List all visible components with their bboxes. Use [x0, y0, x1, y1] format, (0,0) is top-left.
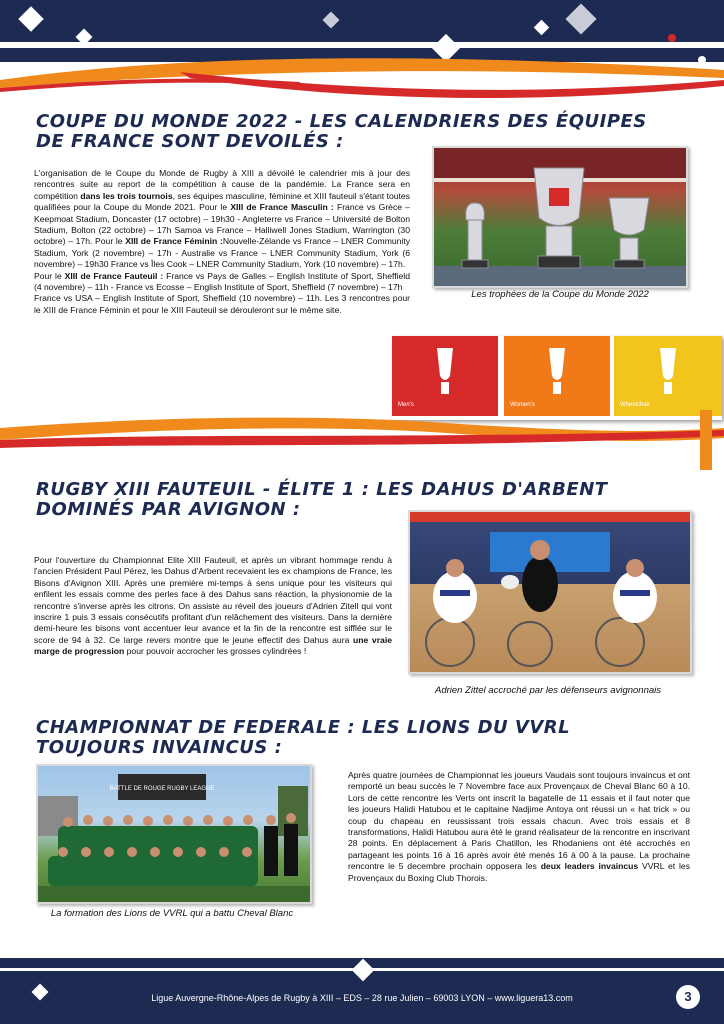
vvrl-team-photo — [36, 764, 312, 904]
trophies-illustration — [434, 148, 686, 286]
article2-body — [34, 555, 392, 658]
womens-logo-card — [504, 336, 610, 416]
section-divider-swoosh — [0, 410, 724, 470]
mens-logo-card — [392, 336, 498, 416]
wheelchair-players-illustration — [410, 512, 690, 672]
footer-address: Ligue Auvergne-Rhône-Alpes de Rugby à XIII – EDS – 28 rue Julien – 69003 LYON – www.liguera13.com — [151, 993, 573, 1003]
article2-title: RUGBY XIII FAUTEUIL - ÉLITE 1 : LES DAHUS D'ARBENT DOMINÉS PAR AVIGNON : — [36, 479, 608, 520]
vvrl-caption: La formation des Lions de VVRL qui a battu Cheval Blanc — [50, 908, 294, 919]
article3-title: CHAMPIONNAT DE FEDERALE : LES LIONS DU VVRL TOUJOURS INVAINCUS : — [36, 717, 571, 758]
trophies-caption: Les trophées de la Coupe du Monde 2022 — [471, 289, 649, 300]
wheelchair-logo-card — [614, 336, 722, 416]
article1-body — [34, 168, 410, 316]
womens-label: Women's — [510, 402, 535, 408]
wheelchair-caption: Adrien Zittel accroché par les défenseurs avignonnais — [434, 685, 661, 696]
wheelchair-label: Wheelchair — [620, 402, 651, 408]
article1-paragraph: Pour le XIII de France Fauteuil : France vs Pays de Galles – English Institute of Sport, Sheffield (4 novembre) – 11h - France vs Ecosse – English Institute of Sport, Sheffield (7 novembre) – 17h — [34, 270, 410, 293]
article1-paragraph: L'organisation de le Coupe du Monde de Rugby à XIII a dévoilé le calendrier mis à jour des rencontres suite au report de la compétition à cause de la pandémie. La France sera en compétition dans les trois tournois, ses équipes masculine, féminine et XIII fauteuil s'étant toutes qualifiées pour la Coupe du Monde 2021. Pour le XIII de France Masculin : France vs Grèce – Keepmoat Stadium, Doncaster (17 octobre) – 19h30 - Angleterre vs France – Université de Bolton Stadium, Bolton (22 octobre) – 17h Samoa vs France – Halliwell Jones Stadium, Warrington (30 octobre) – 17h. Pour le XIII de France Féminin :Nouvelle-Zélande vs France – LNER Community Stadium, York (2 novembre) – 17h - Australie vs France – LNER Community Stadium, York (6 novembre) – 19h30 France vs Îles Cook – LNER Community Stadium, York (10 novembre) – 17h. — [34, 168, 411, 270]
article3-paragraph: Après quatre journées de Championnat les joueurs Vaudais sont toujours invaincus et ont remporté un beau succès le 7 Novembre face aux Provençaux de Cheval Blanc 60 à 10. Lors de cette rencontre les Verts ont inscrit la bagatelle de 11 essais et il faut noter que les joueurs Halidi Hatubou et le capitaine Nadjime Antoya ont réussi un « hat trick » ou coup du chapeau en reussissant trois essais chacun. Avec trois essais et 8 transformations, Halidi Hatubou aura été le grand réalisateur de la rencontre en inscrivant 28 points. En déplacement à Paris Chatillon, les Rhodaniens ont été accrochés en partageant les points 16 à 16 après avoir été menés 16 à 00 à la pause. La prochaine rencontre le 5 decembre prochain opposera les deux leaders invaincus VVRL et les Provençaux du Boxing Club Thorois. — [348, 770, 691, 883]
wheelchair-rugby-photo — [408, 510, 692, 674]
header-band — [0, 0, 724, 42]
mens-label: Men's — [398, 402, 414, 408]
world-cup-trophies-photo — [432, 146, 688, 288]
header-swoosh — [0, 52, 724, 104]
header-dot-icon — [668, 34, 676, 42]
article2-paragraph: Pour l'ouverture du Championnat Elite XIII Fauteuil, et après un vibrant hommage rendu à l'ancien Président Paul Pérez, les Dahus d'Arbent recevaient les ex champions de France, les Bisons d'Avignon XIII. Après une première mi-temps à sens unique pour les visiteurs qui enfilent les essais comme des perles face à des Dahus sans réaction, la physionomie de la rencontre s'inverse après les citrons. On assiste au réveil des joueurs d'Adrien Zitell qui vont inscrire 1 puis 3 essais consécutifs profitant d'un relâchement des visiteurs. Dans la dernière demi-heure les bisons vont accentuer leur avance et la fin de la rencontre est sifflée sur le score de 94 à 32. Ce large revers montre que le jeune effectif des Dahus aura une vraie marge de progression pour pouvoir accrocher les grosses cylindrées ! — [34, 555, 392, 657]
team-banner: BATTLE DE ROUGE RUGBY LEAGUE — [109, 786, 215, 792]
article3-body — [348, 770, 690, 884]
article1-paragraph: France vs USA – English Institute of Sport, Sheffield (10 novembre) – 11h. Les 3 rencontres pour le XIII de France Féminin et pour le XIII Fauteuil se dérouleront sur le même site. — [34, 293, 410, 315]
team-illustration — [38, 766, 310, 902]
page-number: 3 — [676, 985, 700, 1009]
article1-title: COUPE DU MONDE 2022 - LES CALENDRIERS DES ÉQUIPES DE FRANCE SONT DEVOILÉS : — [36, 111, 647, 152]
world-cup-logos-strip — [392, 336, 722, 420]
